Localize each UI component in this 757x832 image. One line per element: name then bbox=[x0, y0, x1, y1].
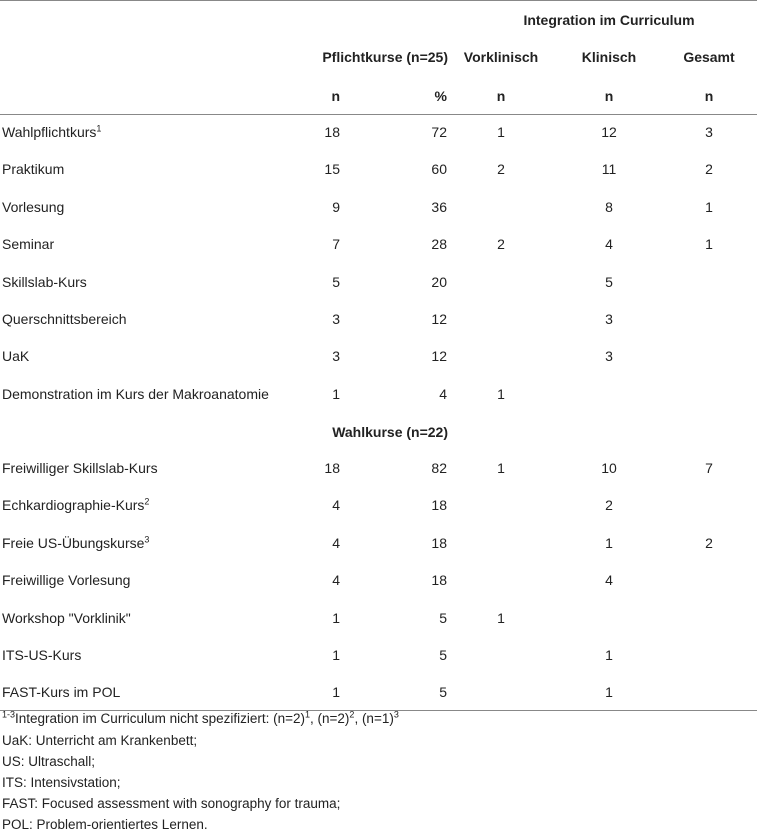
cell-klinisch: 1 bbox=[605, 684, 613, 700]
cell-klinisch: 4 bbox=[605, 572, 613, 588]
cell-klinisch: 10 bbox=[601, 460, 617, 476]
cell-n: 18 bbox=[324, 460, 340, 476]
row-label-text: Seminar bbox=[2, 236, 55, 252]
cell-percent: 12 bbox=[431, 348, 447, 364]
cell-n: 15 bbox=[324, 161, 340, 177]
cell-vorklinisch: 1 bbox=[497, 386, 505, 402]
cell-klinisch: 4 bbox=[605, 236, 613, 252]
cell-percent: 82 bbox=[431, 460, 447, 476]
cell-klinisch: 8 bbox=[605, 199, 613, 215]
cell-n: 1 bbox=[332, 610, 340, 626]
footnote-sup-3: 3 bbox=[393, 709, 399, 720]
subheader-n-gesamt: n bbox=[704, 88, 714, 104]
cell-klinisch: 2 bbox=[605, 497, 613, 513]
row-label-footnote-marker: 2 bbox=[144, 496, 150, 507]
cell-n: 7 bbox=[332, 236, 340, 252]
footnote-line: US: Ultraschall; bbox=[2, 754, 96, 769]
subheader-percent: % bbox=[434, 88, 447, 104]
group-header-integration: Integration im Curriculum bbox=[523, 12, 695, 28]
header-rule bbox=[0, 114, 757, 115]
cell-n: 1 bbox=[332, 647, 340, 663]
cell-klinisch: 3 bbox=[605, 311, 613, 327]
cell-percent: 20 bbox=[431, 274, 447, 290]
cell-gesamt: 7 bbox=[705, 460, 713, 476]
footnote-text: Integration im Curriculum nicht spezifiziert: (n=2) bbox=[15, 711, 305, 726]
col-header-pflichtkurse: Pflichtkurse (n=25) bbox=[322, 49, 448, 65]
cell-n: 9 bbox=[332, 199, 340, 215]
footnote-mid-1: , (n=2) bbox=[310, 711, 350, 726]
footnote-sup-2: 2 bbox=[349, 709, 355, 720]
footnote-integration bbox=[2, 711, 399, 726]
cell-percent: 18 bbox=[431, 497, 447, 513]
col-header-gesamt: Gesamt bbox=[683, 49, 735, 65]
cell-percent: 60 bbox=[431, 161, 447, 177]
cell-percent: 28 bbox=[431, 236, 447, 252]
cell-percent: 18 bbox=[431, 535, 447, 551]
cell-n: 1 bbox=[332, 386, 340, 402]
cell-gesamt: 2 bbox=[705, 535, 713, 551]
cell-klinisch: 12 bbox=[601, 124, 617, 140]
row-label-text: Workshop "Vorklinik" bbox=[2, 610, 131, 626]
cell-vorklinisch: 2 bbox=[497, 161, 505, 177]
cell-n: 18 bbox=[324, 124, 340, 140]
cell-percent: 72 bbox=[431, 124, 447, 140]
subheader-n: n bbox=[331, 88, 340, 104]
footnote-sup-1: 1 bbox=[305, 709, 311, 720]
cell-n: 4 bbox=[332, 535, 340, 551]
cell-n: 3 bbox=[332, 348, 340, 364]
row-label-footnote-marker: 3 bbox=[144, 534, 150, 545]
cell-gesamt: 1 bbox=[705, 199, 713, 215]
cell-n: 4 bbox=[332, 572, 340, 588]
col-header-klinisch: Klinisch bbox=[581, 49, 637, 65]
row-label-text: ITS-US-Kurs bbox=[2, 647, 82, 663]
footnote-line: POL: Problem-orientiertes Lernen. bbox=[2, 817, 208, 832]
footnote-line: FAST: Focused assessment with sonography for trauma; bbox=[2, 796, 341, 811]
footnote-line: UaK: Unterricht am Krankenbett; bbox=[2, 733, 198, 748]
cell-klinisch: 11 bbox=[601, 161, 617, 177]
footnote-line: ITS: Intensivstation; bbox=[2, 775, 121, 790]
cell-klinisch: 1 bbox=[605, 647, 613, 663]
row-label-text: Praktikum bbox=[2, 161, 65, 177]
cell-percent: 5 bbox=[439, 684, 447, 700]
cell-vorklinisch: 1 bbox=[497, 124, 505, 140]
col-header-vorklinisch: Vorklinisch bbox=[463, 49, 539, 65]
cell-percent: 4 bbox=[439, 386, 447, 402]
cell-percent: 12 bbox=[431, 311, 447, 327]
cell-vorklinisch: 1 bbox=[497, 610, 505, 626]
row-label-text: FAST-Kurs im POL bbox=[2, 684, 121, 700]
row-label-text: Freiwillige Vorlesung bbox=[2, 572, 131, 588]
row-label-footnote-marker: 1 bbox=[96, 123, 102, 134]
cell-gesamt: 2 bbox=[705, 161, 713, 177]
cell-n: 3 bbox=[332, 311, 340, 327]
cell-percent: 18 bbox=[431, 572, 447, 588]
subheader-n-vorklinisch: n bbox=[496, 88, 506, 104]
cell-percent: 5 bbox=[439, 647, 447, 663]
row-label-text: Demonstration im Kurs der Makroanatomie bbox=[2, 386, 269, 402]
footnote-mid-2: , (n=1) bbox=[354, 711, 394, 726]
footnote-sup-range: 1-3 bbox=[2, 709, 16, 720]
row-label-text: Freie US-Übungskurse bbox=[2, 535, 145, 551]
cell-klinisch: 5 bbox=[605, 274, 613, 290]
row-label-text: Echkardiographie-Kurs bbox=[2, 497, 145, 513]
top-rule bbox=[0, 0, 757, 1]
subheader-n-klinisch: n bbox=[604, 88, 614, 104]
row-label-text: UaK bbox=[2, 348, 30, 364]
cell-n: 4 bbox=[332, 497, 340, 513]
cell-gesamt: 1 bbox=[705, 236, 713, 252]
cell-klinisch: 1 bbox=[605, 535, 613, 551]
cell-klinisch: 3 bbox=[605, 348, 613, 364]
cell-n: 5 bbox=[332, 274, 340, 290]
cell-vorklinisch: 2 bbox=[497, 236, 505, 252]
row-label-text: Wahlpflichtkurs bbox=[2, 124, 97, 140]
cell-gesamt: 3 bbox=[705, 124, 713, 140]
row-label-text: Freiwilliger Skillslab-Kurs bbox=[2, 460, 158, 476]
cell-percent: 36 bbox=[431, 199, 447, 215]
cell-n: 1 bbox=[332, 684, 340, 700]
cell-percent: 5 bbox=[439, 610, 447, 626]
section-header-wahlkurse: Wahlkurse (n=22) bbox=[332, 424, 448, 440]
cell-vorklinisch: 1 bbox=[497, 460, 505, 476]
row-label-text: Vorlesung bbox=[2, 199, 65, 215]
row-label-text: Querschnittsbereich bbox=[2, 311, 127, 327]
row-label-text: Skillslab-Kurs bbox=[2, 274, 87, 290]
